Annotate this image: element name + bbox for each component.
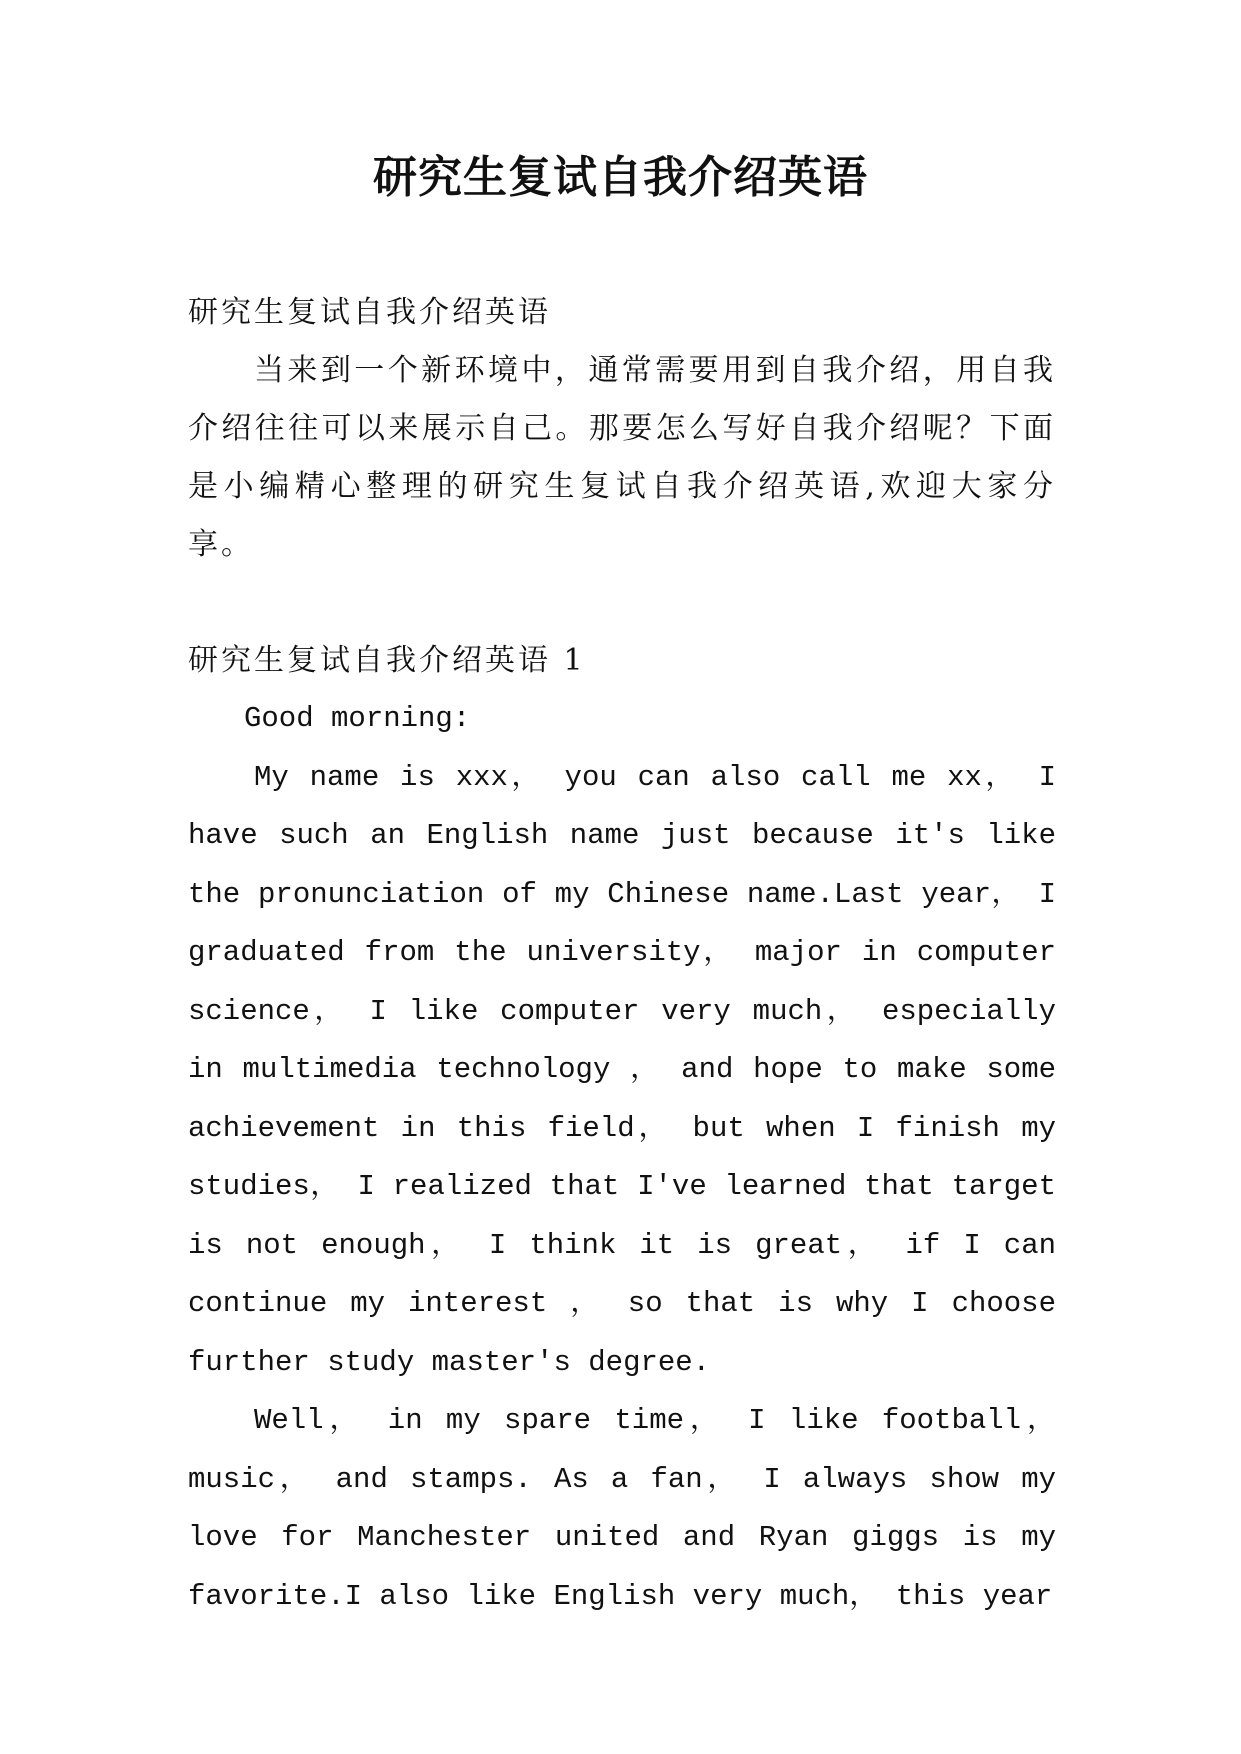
paragraph-spacer xyxy=(188,574,1056,632)
document-title: 研究生复试自我介绍英语 xyxy=(373,152,868,203)
body-paragraph-2: Well， in my spare time， I like football， music， and stamps. As a fan， I always show my love for Manchester united and Ryan giggs is my favorite.I also like English very much， this year xyxy=(188,1404,1056,1613)
document-body xyxy=(188,284,1056,1626)
body-paragraph-1: My name is xxx， you can also call me xx， I have such an English name just because it's like the pronunciation of my Chinese name.Last year， I graduated from the university， major in computer science， I like computer very much， especially in multimedia technology ， and hope to make some achievement in this field， but when I finish my studies， I realized that I've learned that target is not enough， I think it is great， if I can continue my interest ， so that is why I choose further study master's degree. xyxy=(188,760,1056,1379)
section-heading-1: 研究生复试自我介绍英语 1 xyxy=(188,643,586,678)
document-subtitle: 研究生复试自我介绍英语 xyxy=(188,295,551,330)
intro-paragraph: 当来到一个新环境中，通常需要用到自我介绍，用自我介绍往往可以来展示自己。那要怎么写好自我介绍呢？下面是小编精心整理的研究生复试自我介绍英语,欢迎大家分享。 xyxy=(188,353,1056,562)
greeting-line: Good morning: xyxy=(244,702,471,735)
